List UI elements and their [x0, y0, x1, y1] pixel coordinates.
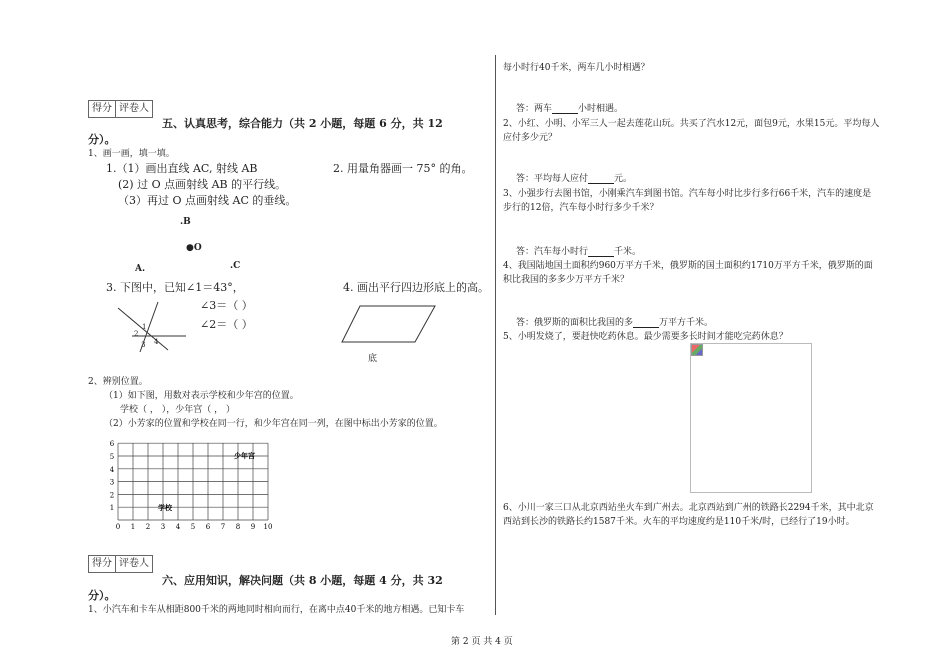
- x-tick-label: 8: [235, 523, 241, 531]
- x-tick-label: 0: [115, 523, 121, 531]
- y-tick-label: 5: [109, 453, 115, 461]
- x-tick-label: 5: [190, 523, 196, 531]
- angle-label-2: 2: [134, 330, 139, 338]
- grader-label: 评卷人: [119, 558, 149, 569]
- section6-title-cont: 分）。: [88, 589, 116, 602]
- s6-q1: 1、小汽车和卡车从相距800千米的两地同时相向而行，在离中点40千米的地方相遇。已知卡车: [88, 605, 465, 615]
- x-tick-label: 9: [250, 523, 256, 531]
- column-divider: [495, 55, 496, 615]
- y-tick-label: 6: [109, 440, 115, 449]
- palace-label: 少年宫: [234, 451, 255, 460]
- r-q4-l2: 积比我国的多多少万平方千米？: [503, 275, 630, 285]
- grader-label: 评卷人: [119, 103, 149, 114]
- r-a2: 答：平均每人应付 元。: [516, 174, 633, 184]
- r-q1-cont: 每小时行40千米，两车几小时相遇？: [503, 63, 650, 73]
- x-tick-label: 4: [175, 523, 181, 531]
- parallelogram-figure: [340, 302, 440, 347]
- score-label: 得分: [89, 101, 116, 117]
- section5-title-cont: 分）。: [88, 133, 116, 146]
- image-icon: [691, 344, 703, 356]
- score-label: 得分: [89, 556, 116, 572]
- r-q6-l1: 6、小川一家三口从北京西站坐火车到广州去。北京西站到广州的铁路长2294千米，其中北京: [503, 503, 874, 513]
- q1-3: 3. 下图中，已知∠1＝43°，: [106, 281, 244, 294]
- section5-title: 五、认真思考，综合能力（共 2 小题，每题 6 分，共 12: [162, 117, 443, 130]
- q1-1a: 1.（1）画出直线 AC, 射线 AB: [106, 162, 258, 175]
- point-o: ●O: [186, 243, 202, 253]
- angle-figure: [110, 300, 190, 355]
- broken-image-placeholder: [690, 343, 812, 493]
- angle-label-3: 3: [141, 341, 146, 349]
- q1-intro: 1、画一画，填一填。: [88, 149, 175, 159]
- q2-1a: 学校（ ， ），少年宫（ ， ）: [120, 405, 235, 415]
- r-q6-l2: 西站到长沙的铁路长约1587千米。火车的平均速度约是110千米/时，已经行了19小时。: [503, 517, 855, 527]
- r-q3-l1: 3、小强步行去图书馆，小刚乘汽车到图书馆。汽车每小时比步行多行66千米，汽车的速度是: [503, 189, 872, 199]
- q1-1c: （3）再过 O 点画射线 AC 的垂线。: [118, 194, 297, 207]
- page-footer: 第 2 页 共 4 页: [451, 637, 513, 647]
- parallelogram: [342, 306, 435, 342]
- base-label: 底: [368, 354, 378, 364]
- q1-3a: ∠3＝（ ）: [200, 299, 253, 312]
- y-tick-label: 1: [109, 504, 115, 513]
- point-c: .C: [230, 261, 241, 271]
- x-tick-label: 2: [145, 523, 151, 531]
- x-tick-label: 6: [205, 523, 211, 531]
- r-a4: 答：俄罗斯的面积比我国的多 万平方千米。: [516, 318, 714, 328]
- angle-label-1: 1: [142, 323, 147, 331]
- r-q4-l1: 4、我国陆地国土面积约960万平方千米，俄罗斯的国土面积约1710万平方千米，俄罗斯的面: [503, 261, 873, 271]
- q2-2: （2）小芳家的位置和学校在同一行，和少年宫在同一列，在图中标出小芳家的位置。: [104, 419, 443, 429]
- x-tick-label: 1: [130, 523, 136, 531]
- y-tick-label: 3: [109, 478, 115, 487]
- q2-1: （1）如下图，用数对表示学校和少年宫的位置。: [104, 391, 299, 401]
- q1-2: 2. 用量角器画一 75° 的角。: [333, 162, 473, 175]
- r-a3: 答：汽车每小时行 千米。: [516, 247, 642, 257]
- score-box-section5: [88, 100, 153, 118]
- r-q2-l1: 2、小红、小明、小军三人一起去莲花山玩。共买了汽水12元，面包9元，水果15元。平均每人: [503, 119, 880, 129]
- r-q2-l2: 应付多少元？: [503, 133, 558, 143]
- q1-1b: (2) 过 O 点画射线 AB 的平行线。: [118, 178, 287, 191]
- x-tick-label: 3: [160, 523, 166, 531]
- angle-label-4: 4: [154, 338, 159, 346]
- school-label: 学校: [158, 503, 172, 513]
- y-tick-label: 2: [109, 491, 115, 500]
- y-tick-label: 4: [109, 465, 115, 474]
- x-tick-label: 7: [220, 523, 226, 531]
- x-tick-label: 10: [263, 523, 273, 531]
- q2-intro: 2、辨别位置。: [88, 377, 148, 387]
- r-q3-l2: 步行的12倍，汽车每小时行多少千米？: [503, 203, 659, 213]
- section6-title: 六、应用知识，解决问题（共 8 小题，每题 4 分，共 32: [162, 574, 443, 587]
- coordinate-grid: [104, 432, 280, 532]
- q1-4: 4. 画出平行四边形底上的高。: [343, 281, 489, 294]
- r-q5: 5、小明发烧了，要赶快吃药休息。最少需要多长时间才能吃完药休息？: [503, 332, 788, 342]
- r-a1: 答：两车 小时相遇。: [516, 104, 624, 114]
- point-b: .B: [180, 217, 191, 227]
- point-a: A.: [135, 264, 146, 274]
- score-box-section6: [88, 555, 153, 573]
- q1-3b: ∠2＝（ ）: [200, 318, 253, 331]
